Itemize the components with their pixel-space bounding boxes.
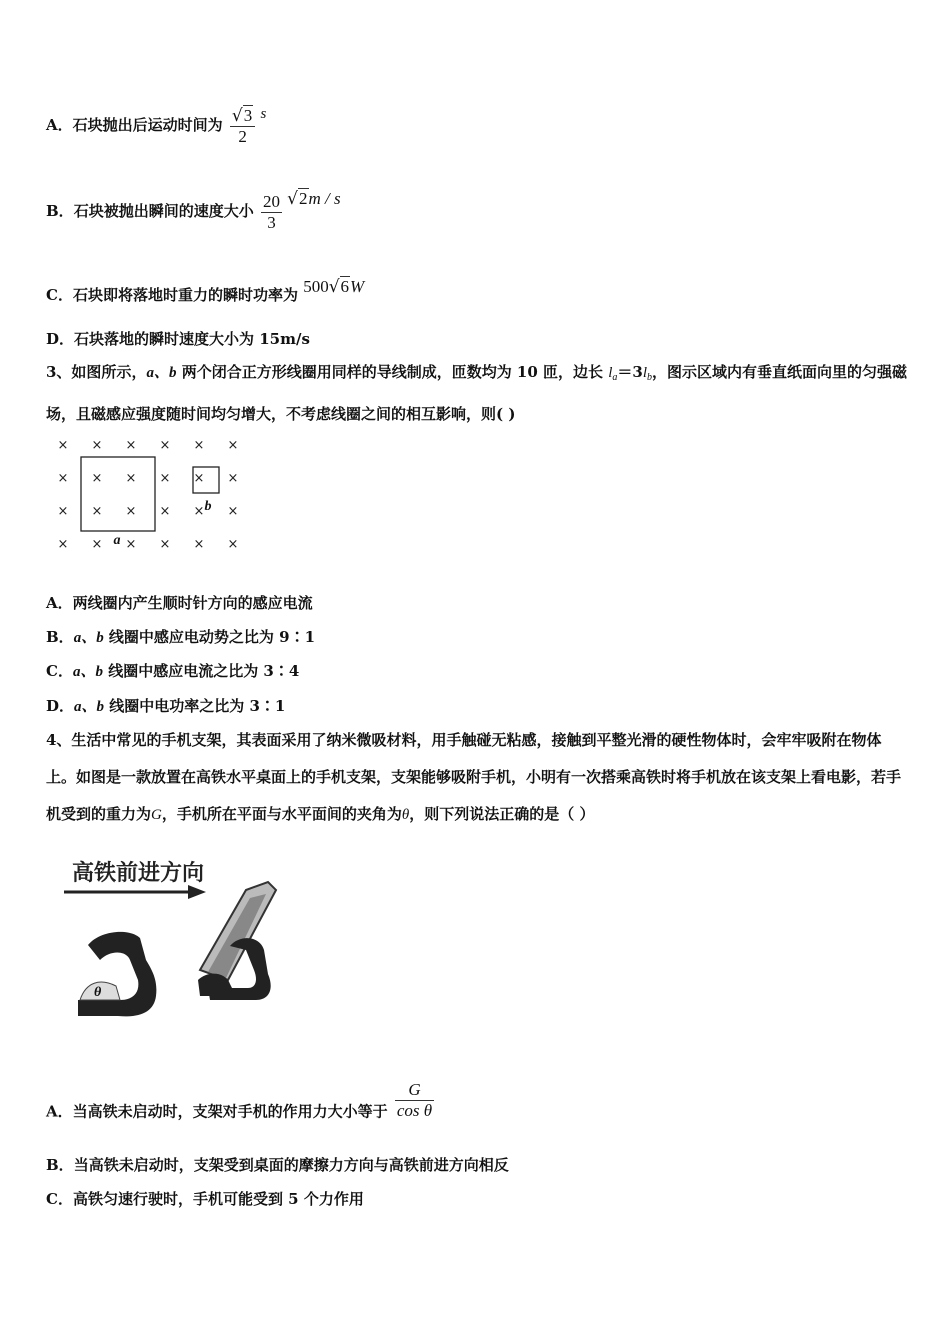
coefficient: 500 — [303, 277, 329, 296]
option-ab: a、b — [72, 664, 103, 680]
q2-option-d — [46, 329, 310, 349]
field-cross: × — [125, 537, 137, 552]
coil-a-label: a — [113, 533, 121, 548]
q4-phone-stand-figure — [60, 850, 290, 1030]
option-text: 石块抛出后运动时间为 — [72, 116, 223, 134]
option-text: 石块被抛出瞬间的速度大小 — [73, 202, 254, 220]
angle-label: θ — [94, 985, 102, 1000]
symbol-g: G — [151, 807, 162, 823]
unit: s — [260, 106, 267, 122]
symbol-theta: θ — [401, 807, 410, 823]
stem-text: ，则下列说法正确的是（ ） — [409, 805, 595, 823]
fraction — [395, 1080, 434, 1121]
numerator: G — [395, 1080, 434, 1101]
option-label: C． — [46, 662, 73, 680]
option-label: B． — [46, 202, 74, 220]
field-cross: × — [227, 438, 239, 453]
unit: W — [350, 277, 365, 296]
field-cross: × — [57, 471, 69, 486]
numerator: 20 — [262, 191, 280, 211]
denominator: cos θ — [396, 1101, 433, 1120]
symbol-l: l — [608, 365, 613, 381]
field-cross: × — [227, 504, 239, 519]
option-ab: a、b — [73, 630, 104, 646]
sqrt-value: 2 — [299, 189, 308, 208]
fraction — [261, 192, 282, 233]
q4-option-b — [46, 1155, 509, 1175]
option-text: 石块落地的瞬时速度大小为 15m/s — [74, 330, 310, 348]
option-label: C． — [46, 1190, 73, 1208]
sqrt-value: 3 — [243, 106, 253, 125]
option-text: 当高铁未启动时，支架对手机的作用力大小等于 — [72, 1102, 388, 1121]
field-cross: × — [125, 504, 137, 519]
q3-option-d — [46, 696, 285, 717]
stand-left — [78, 932, 156, 1017]
stem-ab: a、b — [146, 365, 177, 381]
coil-b-label: b — [204, 499, 212, 514]
option-text: 高铁匀速行驶时，手机可能受到 5 个力作用 — [72, 1190, 364, 1208]
field-cross: × — [227, 537, 239, 552]
coil-a — [81, 457, 155, 531]
field-cross: × — [125, 438, 137, 453]
field-cross: × — [193, 438, 205, 453]
option-label: A． — [46, 1102, 73, 1121]
option-label: C． — [46, 286, 73, 304]
q3-option-a — [46, 593, 313, 613]
subscript-b: b — [647, 372, 653, 383]
figure-caption: 高铁前进方向 — [72, 861, 205, 886]
q4-option-c — [46, 1189, 364, 1209]
option-text: 线圈中电功率之比为 3∶1 — [104, 697, 286, 715]
field-cross: × — [227, 471, 239, 486]
unit: m / s — [308, 189, 341, 208]
option-label: A． — [46, 594, 73, 612]
stem-text: 两个闭合正方形线圈用同样的导线制成，匝数均为 10 匝，边长 — [176, 363, 609, 381]
option-label: D． — [46, 697, 75, 715]
q4-stem — [46, 722, 908, 834]
field-cross: × — [159, 471, 171, 486]
q2-option-b: B．石块被抛出瞬间的速度大小 $\frac{20}{3}$ √2m / s — [46, 189, 341, 232]
option-text: 两线圈内产生顺时针方向的感应电流 — [72, 594, 313, 612]
field-cross: × — [193, 471, 205, 486]
q2-option-a — [46, 104, 266, 147]
subscript-a: a — [612, 372, 618, 383]
sqrt-value: 6 — [340, 277, 350, 296]
stem-text: 3、如图所示， — [46, 363, 147, 381]
q2-option-c: C．石块即将落地时重力的瞬时功率为 500√6W — [46, 277, 365, 304]
field-cross: × — [57, 537, 69, 552]
q3-option-c — [46, 661, 299, 682]
option-text: 线圈中感应电流之比为 3∶4 — [102, 662, 300, 680]
denominator: 2 — [238, 127, 247, 146]
option-label: B． — [46, 1156, 74, 1174]
stem-eq: ＝3 — [617, 363, 643, 381]
field-cross: × — [91, 504, 103, 519]
field-cross: × — [159, 504, 171, 519]
field-cross: × — [91, 471, 103, 486]
symbol-l: l — [642, 365, 648, 381]
option-text: 当高铁未启动时，支架受到桌面的摩擦力方向与高铁前进方向相反 — [73, 1156, 509, 1174]
field-cross: × — [91, 438, 103, 453]
stand-right — [198, 882, 276, 1000]
stem-text: ，图示区域内有垂直纸面向里的匀强磁场，且磁感应强度随时间均匀增大，不考虑线圈之间的相互影响，则( ) — [46, 363, 908, 423]
field-cross: × — [193, 537, 205, 552]
stem-text: 4、生活中常见的手机支架，其表面采用了纳米微吸材料，用手触碰无粘感，接触到平整光滑的硬性物体时，会牢牢吸附在物体上。如图是一款放置在高铁水平桌面上的手机支架，支架能够吸附手机，小明有一次搭乘高铁时将手机放在该支架上看电影，若手机受到的重力为 — [46, 731, 902, 823]
field-cross: × — [125, 471, 137, 486]
q3-magnetic-field-figure — [50, 430, 250, 560]
field-cross: × — [193, 504, 205, 519]
field-cross: × — [57, 438, 69, 453]
q4-option-a — [46, 1080, 434, 1124]
option-text: 线圈中感应电动势之比为 9∶1 — [103, 628, 316, 646]
q3-stem — [46, 354, 908, 433]
field-cross: × — [159, 537, 171, 552]
denominator: 3 — [267, 212, 276, 232]
option-ab: a、b — [74, 699, 105, 715]
fraction: $\frac{√3}{2}$ — [230, 105, 255, 147]
option-text: 石块即将落地时重力的瞬时功率为 — [72, 286, 298, 304]
option-label: A． — [46, 116, 73, 134]
field-cross: × — [57, 504, 69, 519]
stem-text: ，手机所在平面与水平面间的夹角为 — [161, 805, 402, 823]
option-label: B． — [46, 628, 74, 646]
field-cross: × — [91, 537, 103, 552]
direction-arrow-icon — [64, 885, 206, 899]
field-cross: × — [159, 438, 171, 453]
q3-option-b — [46, 627, 315, 648]
option-label: D． — [46, 330, 75, 348]
